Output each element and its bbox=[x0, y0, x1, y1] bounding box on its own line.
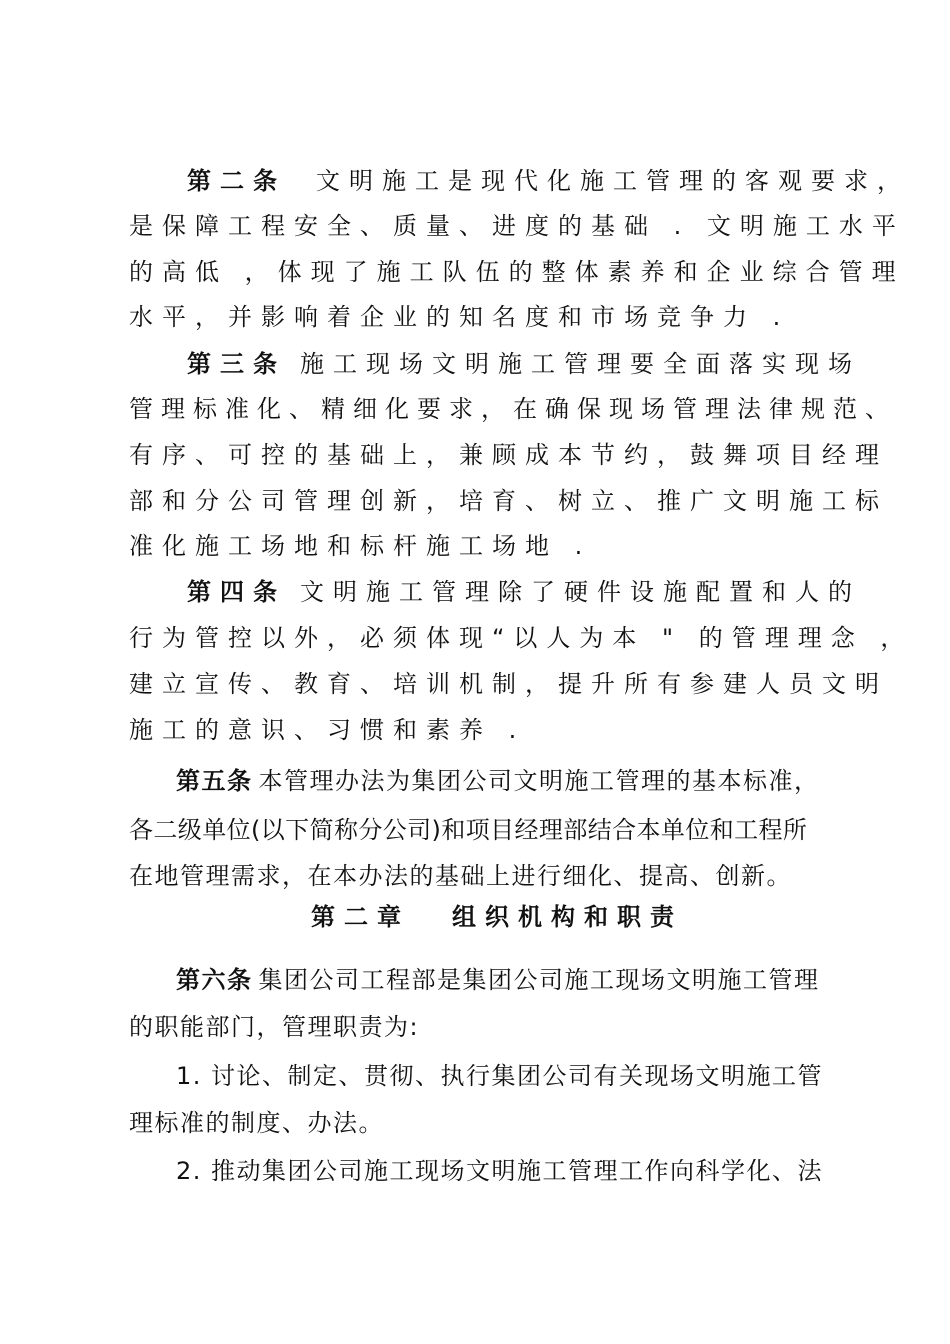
article-2-heading: 第二条 bbox=[187, 167, 286, 195]
article-6-line: 的职能部门，管理职责为: bbox=[129, 1013, 420, 1041]
article-3-line: 准化施工场地和标杆施工场地 . bbox=[129, 532, 592, 560]
article-4-text: 文明施工管理除了硬件设施配置和人的 bbox=[300, 578, 861, 606]
article-5-text: 本管理办法为集团公司文明施工管理的基本标准， bbox=[258, 767, 820, 795]
article-3-line: 部和分公司管理创新，培育、树立、推广文明施工标 bbox=[129, 487, 888, 515]
article-4-line: 建立宣传、教育、培训机制，提升所有参建人员文明 bbox=[129, 670, 888, 698]
list-item-2: 2. 推动集团公司施工现场文明施工管理工作向科学化、法 bbox=[176, 1157, 824, 1185]
article-2-text: 文明施工是现代化施工管理的客观要求， bbox=[316, 167, 910, 195]
chapter-number: 第二章 bbox=[311, 903, 410, 931]
article-4-heading: 第四条 bbox=[187, 578, 286, 606]
article-2-line: 水平，并影响着企业的知名度和市场竞争力 . bbox=[129, 303, 790, 331]
article-5-line: 各二级单位(以下简称分公司)和项目经理部结合本单位和工程所 bbox=[129, 816, 808, 844]
chapter-heading bbox=[311, 902, 683, 932]
article-3-heading: 第三条 bbox=[187, 350, 286, 378]
chapter-title: 组织机构和职责 bbox=[452, 903, 683, 931]
article-6-heading: 第六条 bbox=[176, 966, 253, 994]
article-2-first-line bbox=[187, 166, 910, 196]
article-5-line: 在地管理需求，在本办法的基础上进行细化、提高、创新。 bbox=[129, 862, 792, 890]
article-3-line: 管理标准化、精细化要求，在确保现场管理法律规范、 bbox=[129, 395, 897, 423]
article-6-text: 集团公司工程部是集团公司施工现场文明施工管理 bbox=[258, 966, 820, 994]
article-2-line: 是保障工程安全、质量、进度的基础 . 文明施工水平 bbox=[129, 212, 905, 240]
article-5-first-line bbox=[176, 766, 820, 796]
article-3-text: 施工现场文明施工管理要全面落实现场 bbox=[300, 350, 861, 378]
list-item-1: 1. 讨论、制定、贯彻、执行集团公司有关现场文明施工管 bbox=[176, 1062, 824, 1090]
article-6-first-line bbox=[176, 965, 820, 995]
article-4-line: 行为管控以外，必须体现“以人为本 " 的管理理念 ， bbox=[129, 624, 914, 652]
article-4-first-line bbox=[187, 577, 861, 607]
article-5-heading: 第五条 bbox=[176, 767, 253, 795]
article-2-line: 的高低 ，体现了施工队伍的整体素养和企业综合管理 bbox=[129, 258, 905, 286]
article-4-line: 施工的意识、习惯和素养 . bbox=[129, 716, 526, 744]
list-item-1-continuation: 理标准的制度、办法。 bbox=[129, 1109, 384, 1137]
article-3-line: 有序、可控的基础上，兼顾成本节约，鼓舞项目经理 bbox=[129, 441, 888, 469]
article-3-first-line bbox=[187, 349, 861, 379]
